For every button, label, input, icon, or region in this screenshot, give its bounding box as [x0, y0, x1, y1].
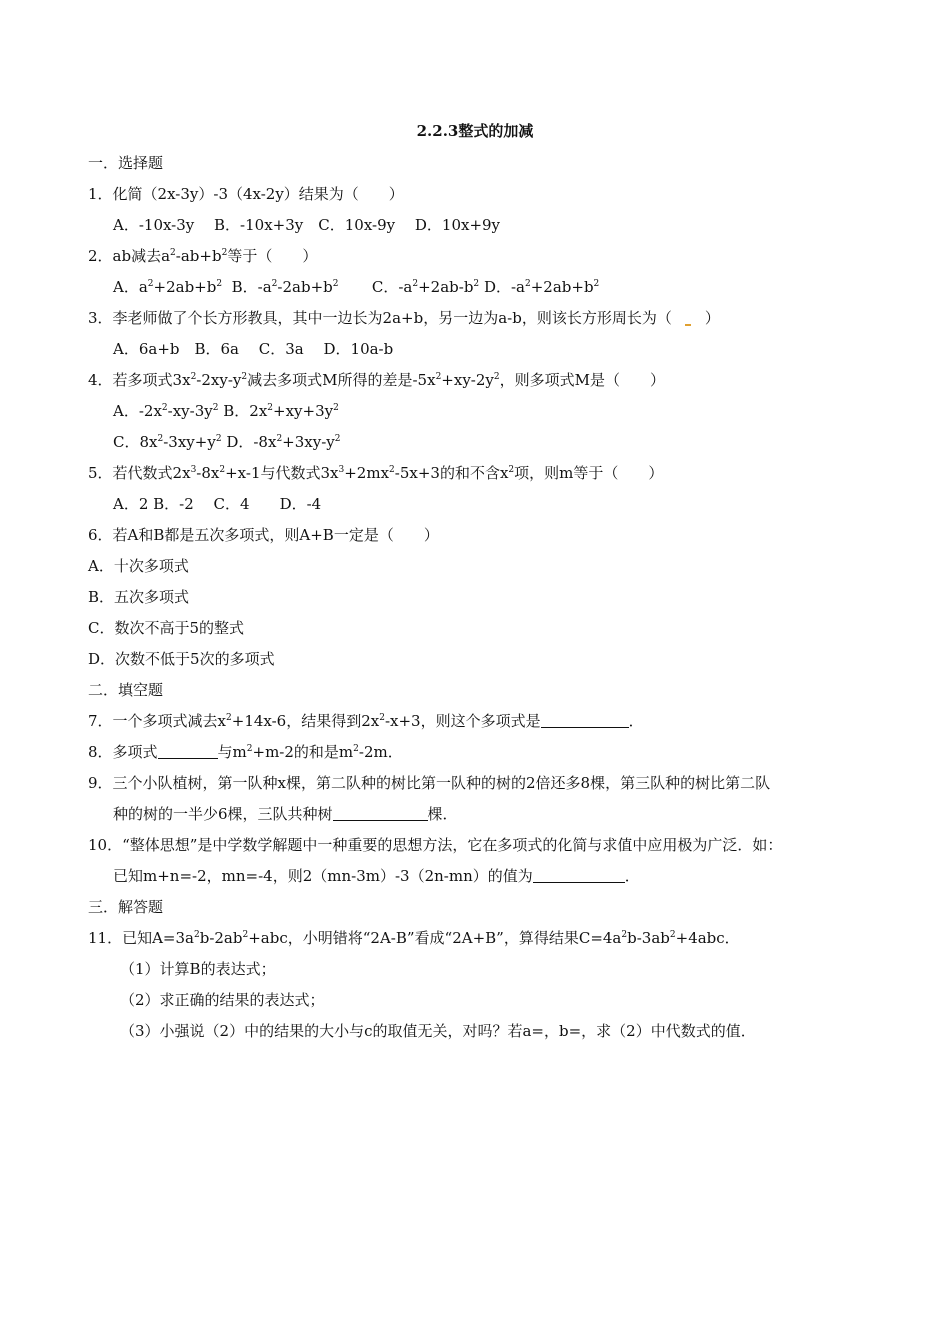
question-10-line-1: 10．“整体思想”是中学数学解题中一种重要的思想方法，它在多项式的化简与求值中应用极为广泛．如：: [88, 836, 783, 854]
answer-blank[interactable]: [533, 866, 625, 883]
question-4-options-ab: A．$-2x^2-xy-3y^2$ B．$2x^2+xy+3y^2$: [113, 402, 339, 420]
question-8: 8．多项式 与$m^2+m-2$的和是$m^2-2m$．: [88, 743, 403, 761]
highlight-mark: [685, 324, 691, 326]
section-heading-choice: 一．选择题: [88, 154, 164, 172]
document-body: [88, 148, 878, 1047]
question-6-option-c: C．数次不高于5的整式: [88, 619, 245, 637]
answer-blank[interactable]: [158, 742, 218, 759]
question-11-part-2: （2）求正确的结果的表达式；: [120, 991, 325, 1009]
question-9-line-2: 种的树的一半少6棵，三队共种树 棵．: [113, 805, 458, 823]
question-3-options: A．6a+b B．6a C．3a D．10a-b: [113, 340, 394, 358]
question-2-options: A．$a^2+2ab+b^2$ B．$-a^2-2ab+b^2$ C．$-a^2+2ab-b^2$ D．$-a^2+2ab+b^2$: [113, 278, 600, 296]
page-title: 2.2.3整式的加减: [416, 122, 534, 140]
question-4-options-cd: C．$8x^2-3xy+y^2$ D．$-8x^2+3xy-y^2$: [113, 433, 341, 451]
question-6-option-a: A．十次多项式: [88, 557, 189, 575]
question-6-option-b: B．五次多项式: [88, 588, 190, 606]
section-heading-fill: 二．填空题: [88, 681, 164, 699]
question-7: 7．一个多项式减去$x^2+14x-6$，结果得到$2x^2-x+3$，则这个多项式是 ．: [88, 712, 644, 730]
answer-blank[interactable]: [333, 804, 428, 821]
question-2-stem: 2．ab减去$a^2-ab+b^2$等于（ ）: [88, 247, 318, 265]
question-11-part-1: （1）计算B的表达式；: [120, 960, 276, 978]
question-10-line-2: 已知m+n=-2，mn=-4，则2（mn-3m）-3（2n-mn）的值为 ．: [113, 867, 640, 885]
question-6-stem: 6．若A和B都是五次多项式，则A+B一定是（ ）: [88, 526, 439, 544]
question-9-line-1: 9．三个小队植树，第一队种x棵，第二队种的树比第一队种的树的2倍还多8棵，第三队种的树比第二队: [88, 774, 771, 792]
question-11-stem: 11．已知$A=3a^2b-2ab^2+abc$，小明错将“2A-B”看成“2A+B”，算得结果$C=4a^2b-3ab^2+4abc$．: [88, 929, 740, 947]
question-6-option-d: D．次数不低于5次的多项式: [88, 650, 275, 668]
question-5-stem: 5．若代数式$2x^3-8x^2+x-1$与代数式$3x^3+2mx^2-5x+3$的和不含$x^2$项，则m等于（ ）: [88, 464, 664, 482]
question-1-options: A．-10x-3y B．-10x+3y C．10x-9y D．10x+9y: [113, 216, 501, 234]
question-4-stem: 4．若多项式$3x^2-2xy-y^2$减去多项式M所得的差是$-5x^2+xy-2y^2$，则多项式M是（ ）: [88, 371, 665, 389]
answer-blank[interactable]: [541, 711, 629, 728]
section-heading-answer: 三．解答题: [88, 898, 164, 916]
question-11-part-3: （3）小强说（2）中的结果的大小与c的取值无关，对吗？若a=，b=，求（2）中代数式的值．: [120, 1022, 756, 1040]
question-5-options: A．2 B．-2 C．4 D．-4: [113, 495, 322, 513]
question-1-stem: 1．化简（2x-3y）-3（4x-2y）结果为（ ）: [88, 185, 404, 203]
question-3-stem: 3．李老师做了个长方形教具，其中一边长为2a+b，另一边为a-b，则该长方形周长为（ ）: [88, 309, 720, 327]
